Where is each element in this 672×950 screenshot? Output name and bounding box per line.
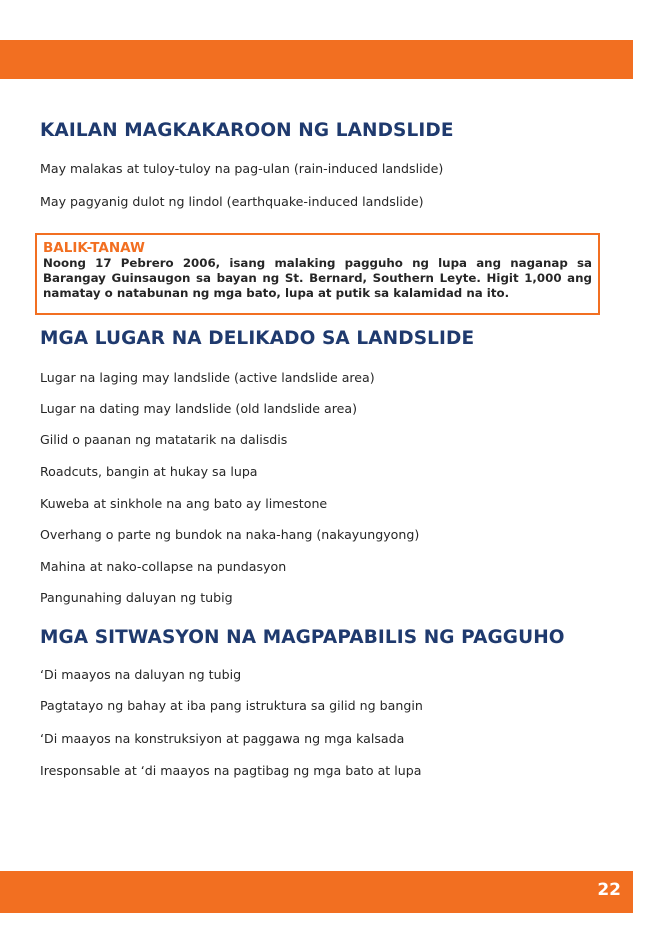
heading-lugar-delikado: MGA LUGAR NA DELIKADO SA LANDSLIDE	[40, 328, 475, 349]
list-item: ‘Di maayos na konstruksiyon at paggawa ng mga kalsada	[40, 731, 405, 746]
list-item: Pangunahing daluyan ng tubig	[40, 590, 233, 605]
balik-tanaw-callout	[35, 233, 600, 315]
footer-band	[0, 871, 633, 913]
heading-sitwasyon-pagguho: MGA SITWASYON NA MAGPAPABILIS NG PAGGUHO	[40, 627, 565, 648]
list-item: Gilid o paanan ng matatarik na dalisdis	[40, 432, 288, 447]
list-item: May malakas at tuloy-tuloy na pag-ulan (rain-induced landslide)	[40, 161, 444, 176]
list-item: Overhang o parte ng bundok na naka-hang (nakayungyong)	[40, 527, 420, 542]
heading-kailan-landslide: KAILAN MAGKAKAROON NG LANDSLIDE	[40, 120, 454, 141]
callout-body: Noong 17 Pebrero 2006, isang malaking pagguho ng lupa ang naganap sa Barangay Guinsaugon sa bayan ng St. Bernard, Southern Leyte. Higit 1,000 ang namatay o natabunan ng mga bato, lupa at putik sa kalamidad na ito.	[43, 256, 592, 300]
list-item: Lugar na dating may landslide (old landslide area)	[40, 401, 358, 416]
list-item: Lugar na laging may landslide (active landslide area)	[40, 370, 375, 385]
list-item: Iresponsable at ‘di maayos na pagtibag ng mga bato at lupa	[40, 763, 422, 778]
list-item: Kuweba at sinkhole na ang bato ay limestone	[40, 496, 328, 511]
list-item: Mahina at nako-collapse na pundasyon	[40, 559, 287, 574]
callout-title: BALIK-TANAW	[43, 240, 145, 256]
list-item: May pagyanig dulot ng lindol (earthquake-induced landslide)	[40, 194, 424, 209]
page-number: 22	[597, 880, 621, 900]
header-band	[0, 40, 633, 79]
list-item: ‘Di maayos na daluyan ng tubig	[40, 667, 242, 682]
list-item: Pagtatayo ng bahay at iba pang istruktura sa gilid ng bangin	[40, 698, 423, 713]
list-item: Roadcuts, bangin at hukay sa lupa	[40, 464, 258, 479]
